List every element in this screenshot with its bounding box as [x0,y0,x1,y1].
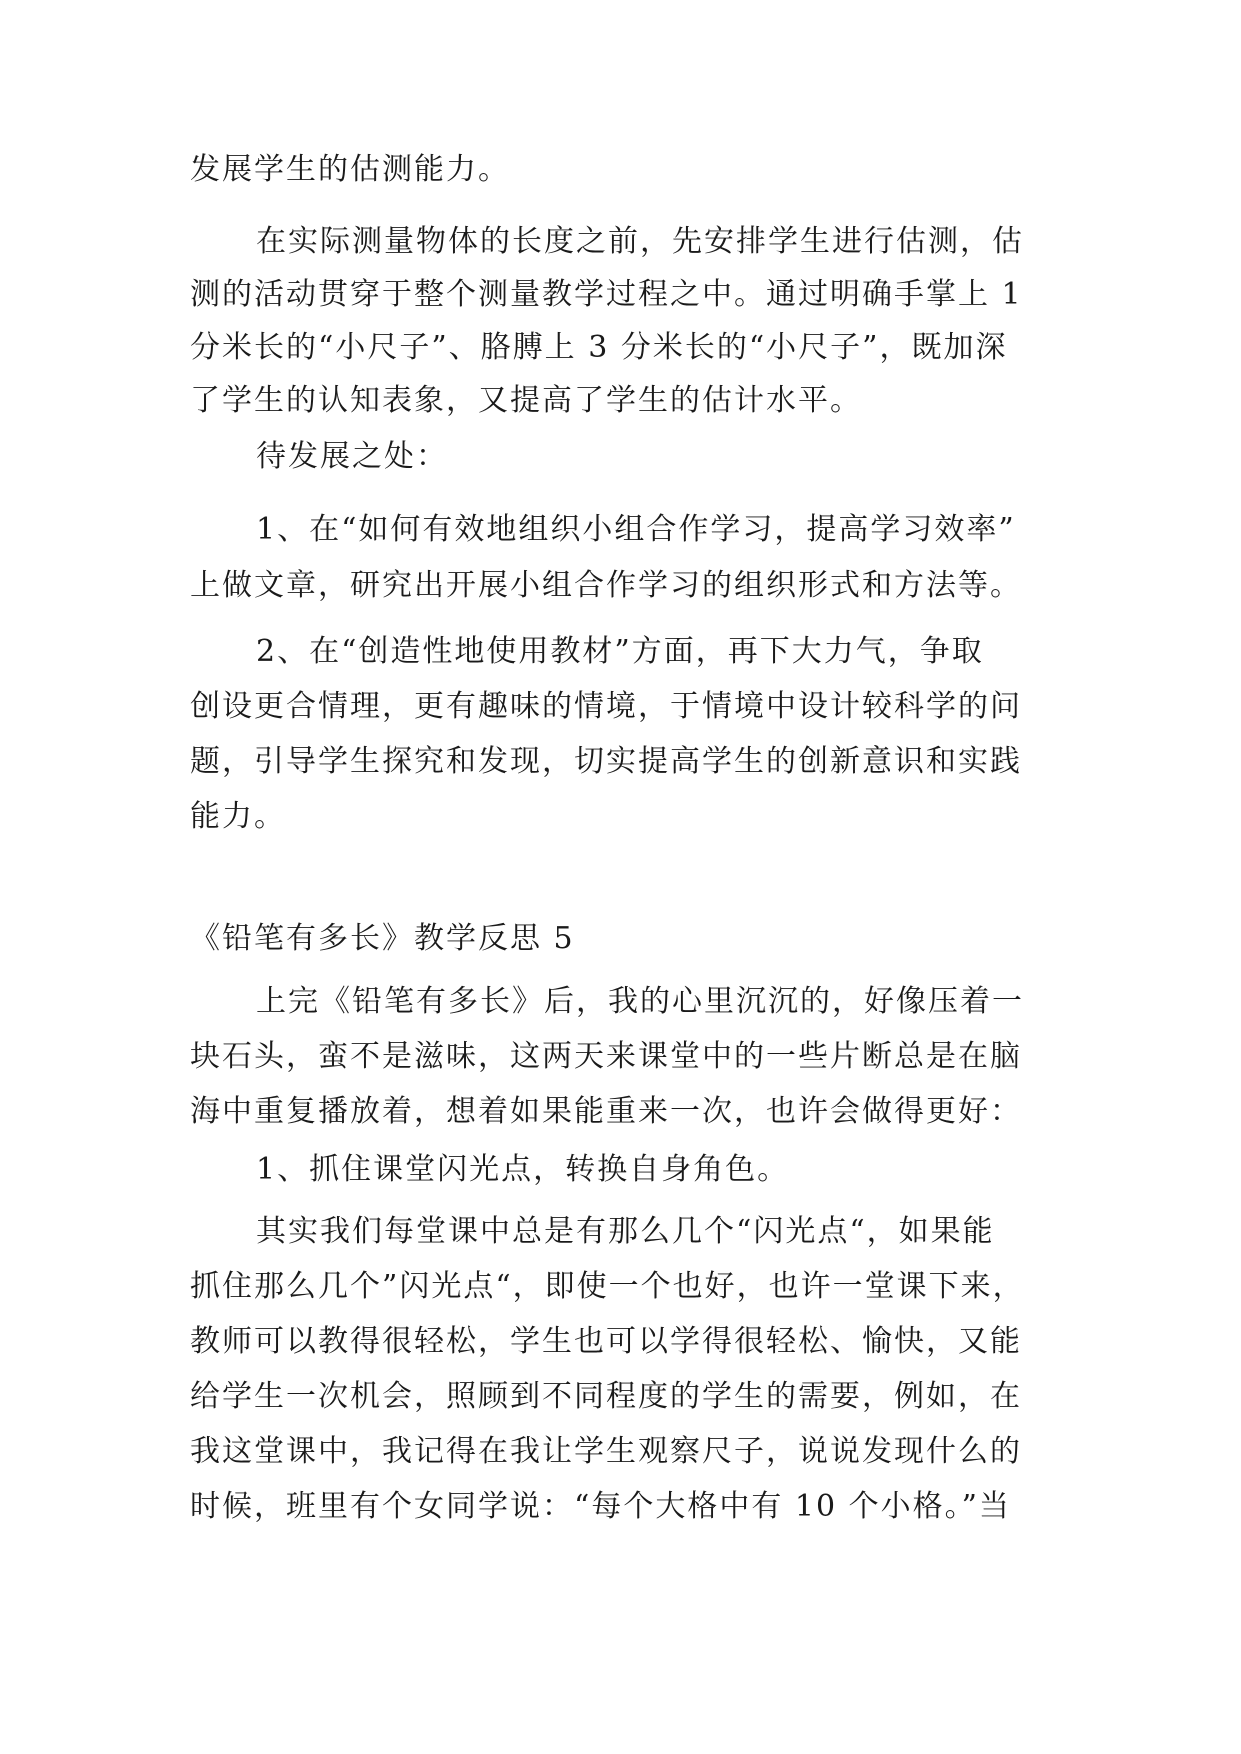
text-line: 上完《铅笔有多长》后，我的心里沉沉的，好像压着一 [256,984,1024,1019]
text-line: 在实际测量物体的长度之前，先安排学生进行估测，估 [256,224,1024,259]
text-line: 发展学生的估测能力。 [190,152,510,187]
text-line: 1、在“如何有效地组织小组合作学习，提高学习效率” [256,512,1016,547]
text-line: 能力。 [190,799,286,834]
text-line: 创设更合情理，更有趣味的情境，于情境中设计较科学的问 [190,689,1022,724]
text-line: 其实我们每堂课中总是有那么几个“闪光点“，如果能 [256,1214,995,1249]
text-line: 海中重复播放着，想着如果能重来一次，也许会做得更好： [190,1094,1022,1129]
text-line: 上做文章，研究出开展小组合作学习的组织形式和方法等。 [190,568,1022,603]
text-line: 2、在“创造性地使用教材”方面，再下大力气，争取 [256,634,984,669]
text-line: 抓住那么几个”闪光点“，即使一个也好，也许一堂课下来， [190,1269,1025,1304]
text-line: 块石头，蛮不是滋味，这两天来课堂中的一些片断总是在脑 [190,1039,1022,1074]
text-line: 我这堂课中，我记得在我让学生观察尺子，说说发现什么的 [190,1434,1022,1469]
text-line: 题，引导学生探究和发现，切实提高学生的创新意识和实践 [190,744,1022,779]
text-line: 了学生的认知表象，又提高了学生的估计水平。 [190,383,862,418]
text-line: 教师可以教得很轻松，学生也可以学得很轻松、愉快，又能 [190,1324,1022,1359]
text-line: 待发展之处： [256,439,448,474]
text-line: 时候，班里有个女同学说：“每个大格中有 10 个小格。”当 [190,1489,1011,1524]
text-line: 分米长的“小尺子”、胳膊上 3 分米长的“小尺子”，既加深 [190,330,1008,365]
text-line: 给学生一次机会，照顾到不同程度的学生的需要，例如，在 [190,1379,1022,1414]
section-heading: 《铅笔有多长》教学反思 5 [190,921,575,956]
text-line: 1、抓住课堂闪光点，转换自身角色。 [256,1152,790,1187]
text-line: 测的活动贯穿于整个测量教学过程之中。通过明确手掌上 1 [190,277,1023,312]
